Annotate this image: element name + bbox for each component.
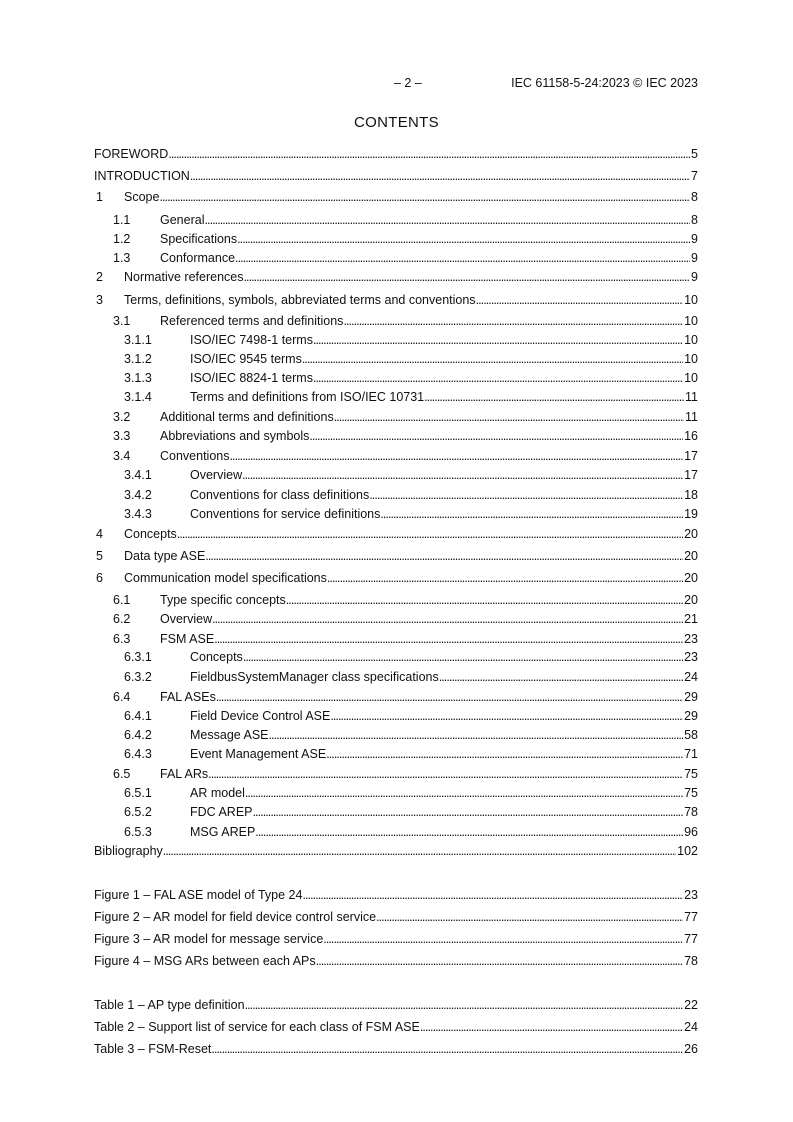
- dot-leader: [245, 997, 684, 1013]
- entry-number: 6.5.3: [124, 825, 152, 839]
- entry-title: Overview: [190, 468, 243, 482]
- entry-page-number: 10: [684, 333, 698, 347]
- entry-title: FSM ASE: [160, 632, 215, 646]
- entry-title: Terms, definitions, symbols, abbreviated terms and conventions: [124, 293, 476, 307]
- entry-page-number: 29: [684, 690, 698, 704]
- figure-entry[interactable]: [94, 931, 698, 947]
- entry-number: 3.4: [113, 449, 131, 463]
- entry-page-number: 11: [685, 410, 698, 424]
- entry-number: 6.4.1: [124, 709, 152, 723]
- dot-leader: [216, 689, 683, 705]
- entry-title: ISO/IEC 8824-1 terms: [190, 371, 313, 385]
- entry-page-number: 9: [691, 251, 698, 265]
- entry-number: 1.2: [113, 232, 131, 246]
- toc-entry[interactable]: [94, 189, 698, 205]
- entry-page-number: 10: [684, 293, 698, 307]
- entry-number: 3.1.2: [124, 352, 152, 366]
- entry-number: 6.3.2: [124, 670, 152, 684]
- dot-leader: [235, 250, 690, 266]
- toc-entry[interactable]: [94, 231, 698, 247]
- entry-title: Conventions: [160, 449, 230, 463]
- entry-page-number: 17: [684, 449, 698, 463]
- contents-title: CONTENTS: [354, 114, 439, 131]
- toc-entry[interactable]: [94, 467, 698, 483]
- table-entry[interactable]: [94, 1019, 698, 1035]
- entry-page-number: 75: [684, 786, 698, 800]
- entry-page-number: 11: [685, 390, 698, 404]
- entry-page-number: 22: [684, 998, 698, 1012]
- entry-title: FOREWORD: [94, 147, 169, 161]
- entry-title: Abbreviations and symbols: [160, 429, 310, 443]
- dot-leader: [242, 467, 683, 483]
- entry-page-number: 17: [684, 468, 698, 482]
- toc-entry[interactable]: [94, 506, 698, 522]
- table-entry[interactable]: [94, 997, 698, 1013]
- entry-page-number: 20: [684, 571, 698, 585]
- entry-page-number: 23: [684, 888, 698, 902]
- entry-title: Additional terms and definitions: [160, 410, 334, 424]
- toc-entry[interactable]: [94, 526, 698, 542]
- dot-leader: [245, 785, 683, 801]
- entry-title: Overview: [160, 612, 213, 626]
- entry-title: Bibliography: [94, 844, 163, 858]
- entry-title: MSG AREP: [190, 825, 256, 839]
- entry-page-number: 19: [684, 507, 698, 521]
- entry-title: FieldbusSystemManager class specifications: [190, 670, 439, 684]
- entry-number: 6.4.2: [124, 728, 152, 742]
- entry-number: 3.4.1: [124, 468, 152, 482]
- dot-leader: [376, 909, 683, 925]
- toc-entry[interactable]: [94, 168, 698, 184]
- entry-title: AR model: [190, 786, 245, 800]
- entry-title: Type specific concepts: [160, 593, 286, 607]
- dot-leader: [309, 428, 683, 444]
- table-entry[interactable]: [94, 1041, 698, 1057]
- dot-leader: [439, 669, 683, 685]
- dot-leader: [214, 631, 683, 647]
- entry-page-number: 24: [684, 1020, 698, 1034]
- dot-leader: [330, 708, 683, 724]
- entry-page-number: 75: [684, 767, 698, 781]
- dot-leader: [244, 269, 691, 285]
- dot-leader: [334, 409, 684, 425]
- entry-title: Event Management ASE: [190, 747, 327, 761]
- entry-title: Referenced terms and definitions: [160, 314, 344, 328]
- toc-entry[interactable]: [94, 592, 698, 608]
- dot-leader: [313, 332, 683, 348]
- entry-title: Figure 4 – MSG ARs between each APs: [94, 954, 316, 968]
- dot-leader: [369, 487, 683, 503]
- entry-number: 3.1: [113, 314, 131, 328]
- entry-page-number: 26: [684, 1042, 698, 1056]
- dot-leader: [237, 231, 690, 247]
- entry-title: Figure 2 – AR model for field device control service: [94, 910, 377, 924]
- page-number: – 2 –: [394, 76, 422, 90]
- dot-leader: [255, 824, 683, 840]
- dot-leader: [476, 292, 684, 308]
- entry-number: 6.5.2: [124, 805, 152, 819]
- dot-leader: [302, 351, 683, 367]
- entry-page-number: 77: [684, 910, 698, 924]
- dot-leader: [159, 189, 690, 205]
- toc-entry[interactable]: [94, 146, 698, 162]
- toc-entry[interactable]: [94, 611, 698, 627]
- toc-entry[interactable]: [94, 548, 698, 564]
- entry-number: 6: [96, 571, 103, 585]
- entry-title: Scope: [124, 190, 160, 204]
- entry-number: 3.1.3: [124, 371, 152, 385]
- toc-entry[interactable]: [94, 370, 698, 386]
- entry-title: Table 3 – FSM-Reset: [94, 1042, 212, 1056]
- table-of-contents: [94, 0, 698, 1122]
- document-id: IEC 61158-5-24:2023 © IEC 2023: [511, 76, 698, 90]
- toc-entry[interactable]: [94, 389, 698, 405]
- entry-number: 3.4.3: [124, 507, 152, 521]
- toc-entry[interactable]: [94, 292, 698, 308]
- entry-number: 6.2: [113, 612, 131, 626]
- dot-leader: [424, 389, 684, 405]
- entry-title: FDC AREP: [190, 805, 253, 819]
- dot-leader: [420, 1019, 683, 1035]
- dot-leader: [243, 649, 683, 665]
- entry-title: Terms and definitions from ISO/IEC 10731: [190, 390, 425, 404]
- toc-entry[interactable]: [94, 689, 698, 705]
- toc-entry[interactable]: [94, 727, 698, 743]
- entry-title: Figure 3 – AR model for message service: [94, 932, 324, 946]
- entry-number: 5: [96, 549, 103, 563]
- dot-leader: [326, 746, 683, 762]
- entry-page-number: 20: [684, 593, 698, 607]
- entry-page-number: 24: [684, 670, 698, 684]
- entry-title: Concepts: [190, 650, 243, 664]
- dot-leader: [204, 212, 690, 228]
- entry-page-number: 9: [691, 232, 698, 246]
- entry-title: Table 2 – Support list of service for each class of FSM ASE: [94, 1020, 420, 1034]
- entry-number: 6.5.1: [124, 786, 152, 800]
- dot-leader: [168, 146, 690, 162]
- dot-leader: [380, 506, 683, 522]
- dot-leader: [316, 953, 683, 969]
- dot-leader: [211, 1041, 683, 1057]
- entry-title: Normative references: [124, 270, 244, 284]
- entry-page-number: 78: [684, 954, 698, 968]
- entry-number: 6.1: [113, 593, 131, 607]
- entry-title: Specifications: [160, 232, 238, 246]
- dot-leader: [177, 526, 683, 542]
- toc-entry[interactable]: [94, 250, 698, 266]
- figure-entry[interactable]: [94, 887, 698, 903]
- entry-page-number: 58: [684, 728, 698, 742]
- entry-title: Table 1 – AP type definition: [94, 998, 245, 1012]
- entry-page-number: 21: [684, 612, 698, 626]
- toc-entry[interactable]: [94, 843, 698, 859]
- dot-leader: [253, 804, 684, 820]
- toc-entry[interactable]: [94, 669, 698, 685]
- toc-entry[interactable]: [94, 212, 698, 228]
- entry-page-number: 78: [684, 805, 698, 819]
- entry-title: Concepts: [124, 527, 177, 541]
- toc-entry[interactable]: [94, 313, 698, 329]
- entry-page-number: 5: [691, 147, 698, 161]
- toc-entry[interactable]: [94, 351, 698, 367]
- entry-title: FAL ARs: [160, 767, 209, 781]
- entry-number: 6.4: [113, 690, 131, 704]
- figure-entry[interactable]: [94, 909, 698, 925]
- entry-title: ISO/IEC 9545 terms: [190, 352, 302, 366]
- entry-number: 1.1: [113, 213, 131, 227]
- entry-title: FAL ASEs: [160, 690, 216, 704]
- toc-entry[interactable]: [94, 448, 698, 464]
- toc-entry[interactable]: [94, 708, 698, 724]
- dot-leader: [327, 570, 683, 586]
- entry-page-number: 96: [684, 825, 698, 839]
- entry-number: 3.1.4: [124, 390, 152, 404]
- figure-entry[interactable]: [94, 953, 698, 969]
- entry-page-number: 8: [691, 213, 698, 227]
- dot-leader: [190, 168, 690, 184]
- toc-entry[interactable]: [94, 746, 698, 762]
- dot-leader: [269, 727, 684, 743]
- dot-leader: [230, 448, 684, 464]
- toc-entry[interactable]: [94, 766, 698, 782]
- entry-page-number: 10: [684, 371, 698, 385]
- entry-title: ISO/IEC 7498-1 terms: [190, 333, 313, 347]
- entry-number: 3.1.1: [124, 333, 152, 347]
- entry-title: Figure 1 – FAL ASE model of Type 24: [94, 888, 303, 902]
- entry-title: Message ASE: [190, 728, 269, 742]
- toc-entry[interactable]: [94, 409, 698, 425]
- entry-page-number: 71: [684, 747, 698, 761]
- dot-leader: [212, 611, 683, 627]
- entry-page-number: 20: [684, 527, 698, 541]
- toc-entry[interactable]: [94, 824, 698, 840]
- entry-number: 1: [96, 190, 103, 204]
- entry-page-number: 18: [684, 488, 698, 502]
- entry-page-number: 20: [684, 549, 698, 563]
- entry-page-number: 77: [684, 932, 698, 946]
- entry-title: Data type ASE: [124, 549, 206, 563]
- toc-entry[interactable]: [94, 570, 698, 586]
- toc-entry[interactable]: [94, 649, 698, 665]
- dot-leader: [208, 766, 683, 782]
- dot-leader: [286, 592, 683, 608]
- toc-entry[interactable]: [94, 428, 698, 444]
- dot-leader: [313, 370, 683, 386]
- entry-title: General: [160, 213, 205, 227]
- entry-title: Conventions for class definitions: [190, 488, 370, 502]
- entry-number: 6.3.1: [124, 650, 152, 664]
- entry-page-number: 16: [684, 429, 698, 443]
- toc-entry[interactable]: [94, 631, 698, 647]
- entry-page-number: 8: [691, 190, 698, 204]
- entry-number: 3.4.2: [124, 488, 152, 502]
- entry-page-number: 7: [691, 169, 698, 183]
- entry-page-number: 29: [684, 709, 698, 723]
- entry-page-number: 10: [684, 352, 698, 366]
- entry-title: Communication model specifications: [124, 571, 327, 585]
- entry-page-number: 23: [684, 632, 698, 646]
- toc-entry[interactable]: [94, 332, 698, 348]
- toc-entry[interactable]: [94, 785, 698, 801]
- entry-title: Conventions for service definitions: [190, 507, 381, 521]
- toc-entry[interactable]: [94, 804, 698, 820]
- dot-leader: [163, 843, 676, 859]
- entry-number: 4: [96, 527, 103, 541]
- entry-title: Field Device Control ASE: [190, 709, 331, 723]
- entry-page-number: 102: [677, 844, 698, 858]
- entry-number: 2: [96, 270, 103, 284]
- entry-number: 3: [96, 293, 103, 307]
- entry-page-number: 23: [684, 650, 698, 664]
- entry-number: 3.3: [113, 429, 131, 443]
- entry-number: 6.4.3: [124, 747, 152, 761]
- entry-number: 3.2: [113, 410, 131, 424]
- entry-title: INTRODUCTION: [94, 169, 190, 183]
- entry-page-number: 10: [684, 314, 698, 328]
- entry-number: 6.5: [113, 767, 131, 781]
- toc-entry[interactable]: [94, 487, 698, 503]
- entry-title: Conformance: [160, 251, 236, 265]
- entry-page-number: 9: [691, 270, 698, 284]
- dot-leader: [205, 548, 683, 564]
- dot-leader: [302, 887, 683, 903]
- entry-number: 6.3: [113, 632, 131, 646]
- toc-entry[interactable]: [94, 269, 698, 285]
- dot-leader: [323, 931, 683, 947]
- dot-leader: [343, 313, 683, 329]
- entry-number: 1.3: [113, 251, 131, 265]
